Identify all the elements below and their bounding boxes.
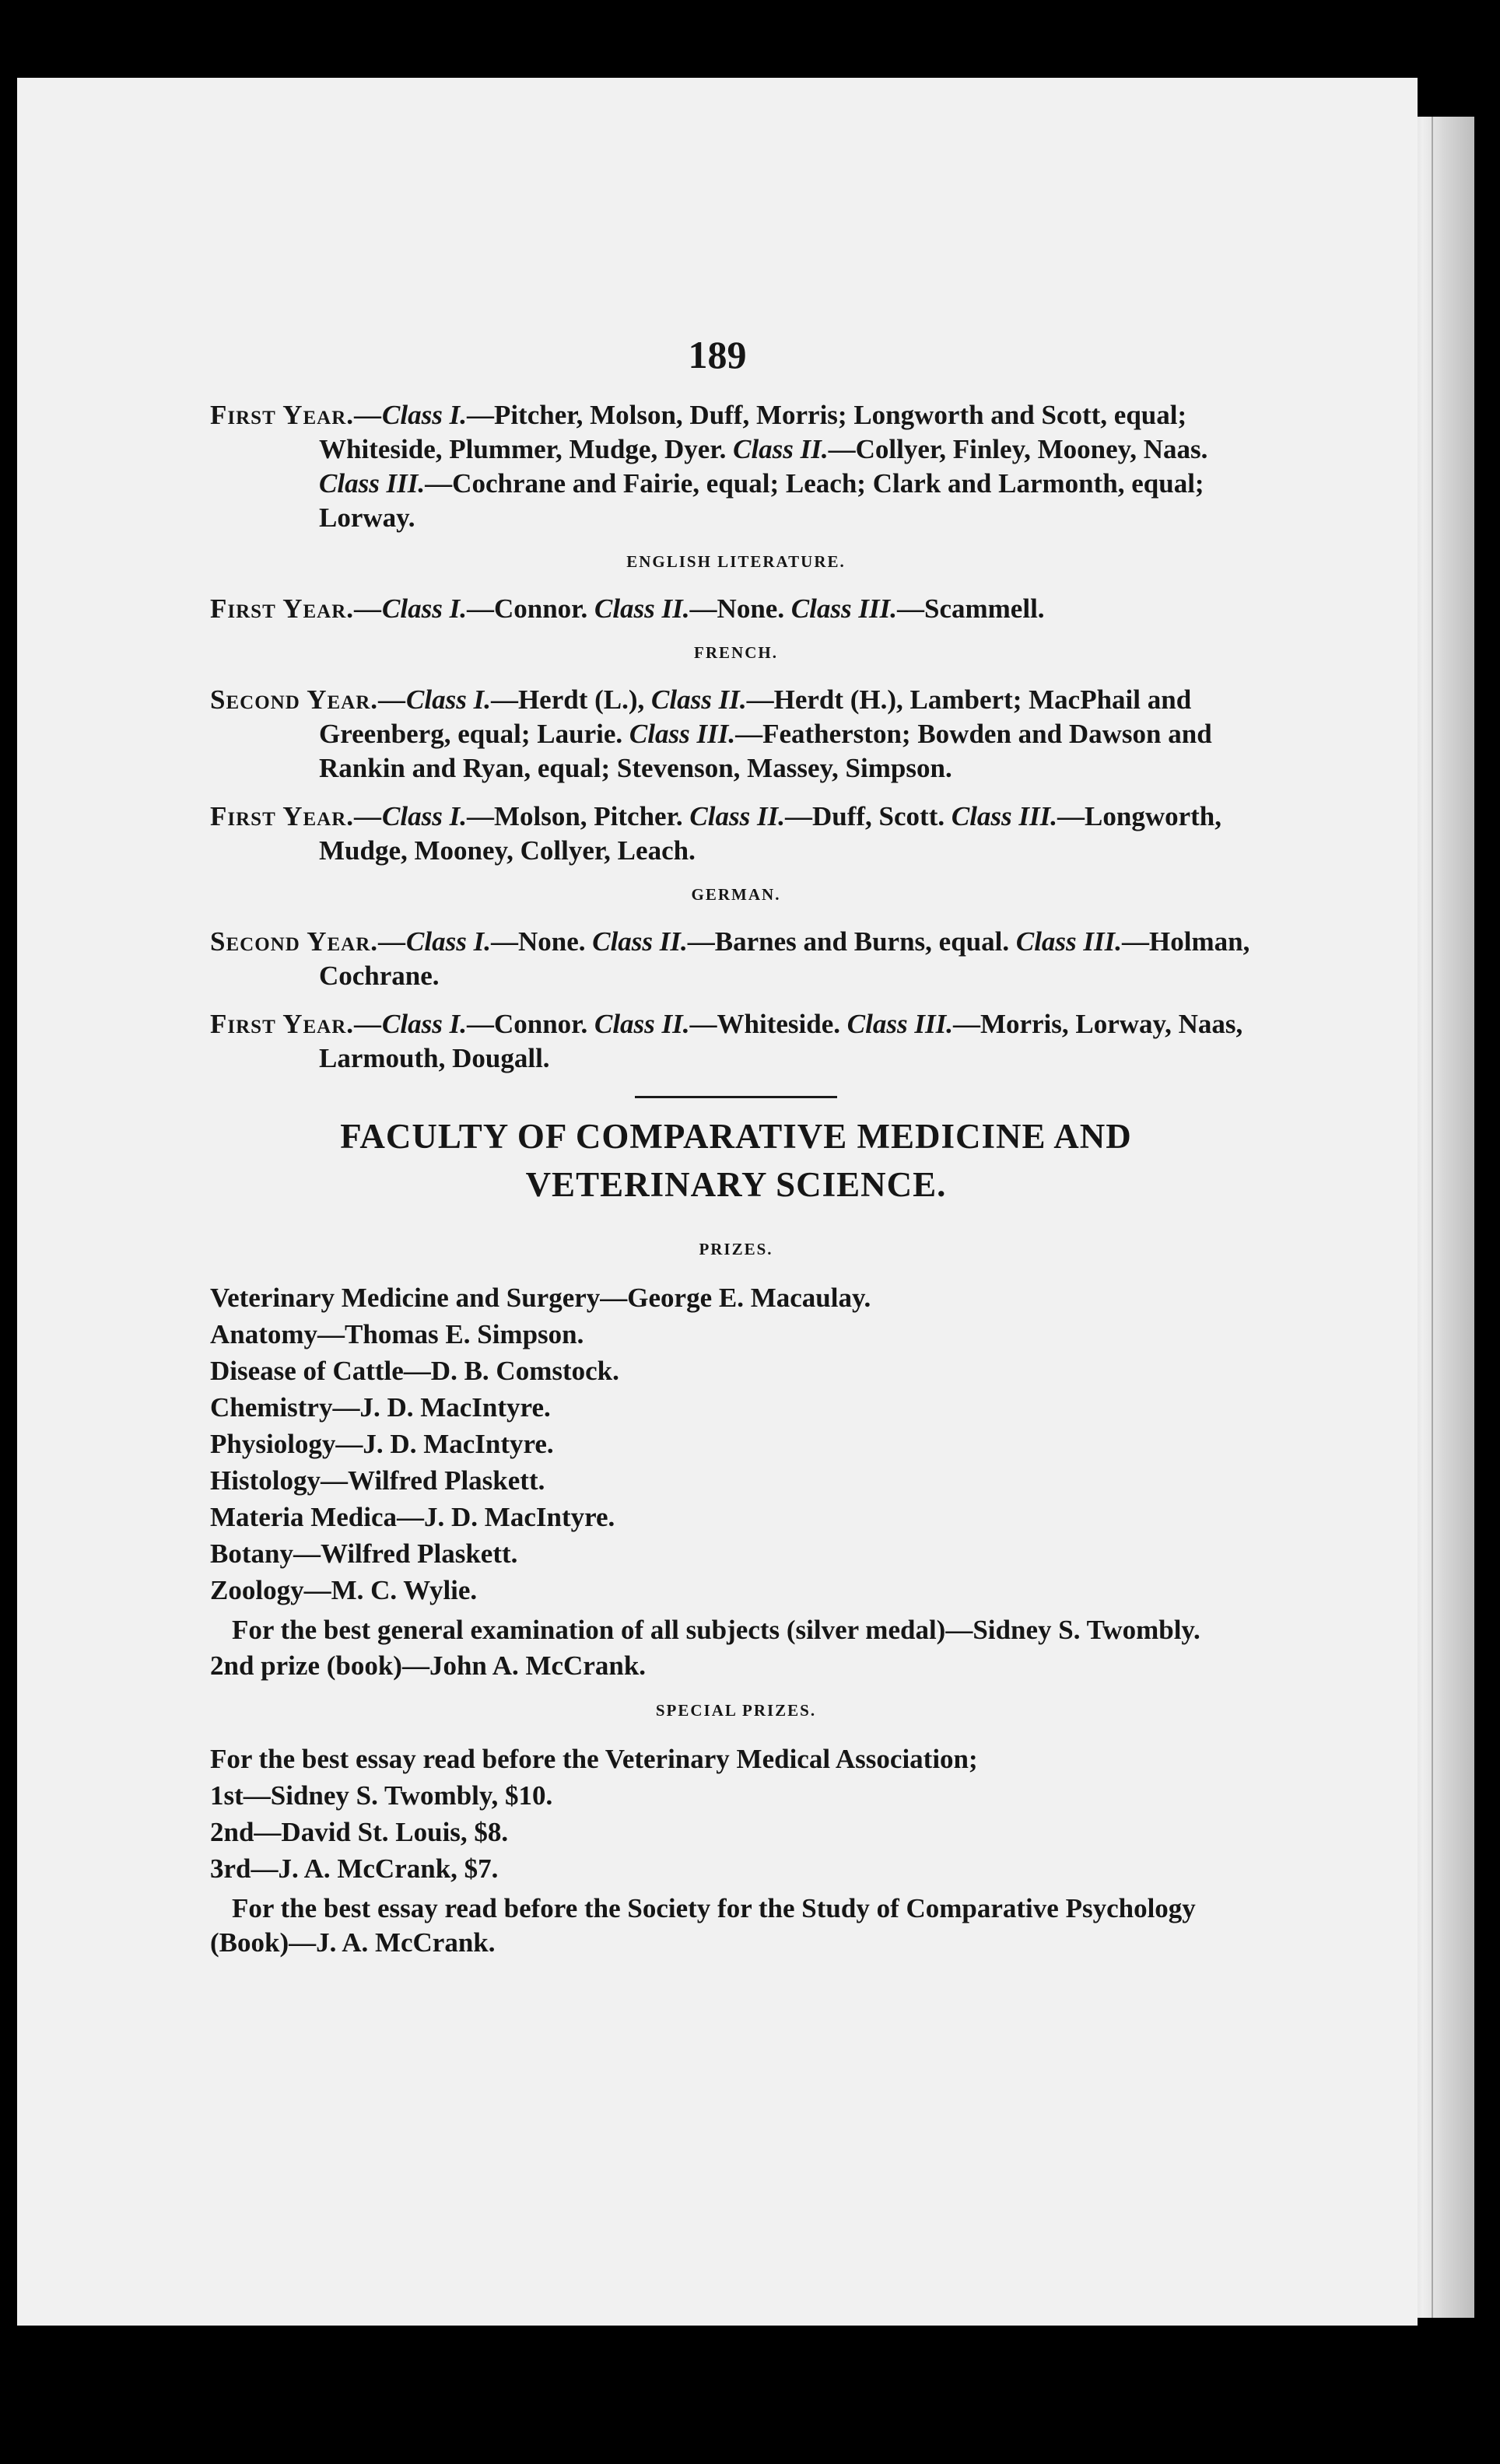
essay-prize-item: 3rd—J. A. McCrank, $7. [210, 1853, 499, 1884]
prize-item: Anatomy—Thomas E. Simpson. [210, 1319, 584, 1349]
class-label: Class I. [406, 684, 491, 715]
class-names: —Whiteside. [689, 1009, 847, 1039]
class-label: Class II. [651, 684, 747, 715]
class-list-entry [210, 592, 1262, 626]
class-names: —Morris, Lorway, Naas, Larmouth, Dougall. [319, 1009, 1243, 1073]
faculty-title-line1: FACULTY OF COMPARATIVE MEDICINE AND [340, 1117, 1132, 1156]
class-label: Class II. [733, 434, 829, 464]
class-names: —Cochrane and Fairie, equal; Leach; Clark and Larmonth, equal; Lorway. [319, 468, 1204, 533]
class-label: Class II. [592, 926, 688, 957]
essay-prize-item: 2nd—David St. Louis, $8. [210, 1817, 509, 1847]
class-label: Class I. [406, 926, 491, 957]
class-names: —Duff, Scott. [784, 801, 952, 831]
page-content [210, 398, 1262, 1960]
subject-heading: ENGLISH LITERATURE. [626, 552, 846, 571]
prize-item: Materia Medica—J. D. MacIntyre. [210, 1502, 615, 1532]
class-label: Class III. [846, 1009, 953, 1039]
subject-heading: FRENCH. [694, 643, 778, 662]
second-prize: 2nd prize (book)—John A. McCrank. [210, 1650, 647, 1681]
class-names: —None. [490, 926, 593, 957]
class-list-entry [210, 398, 1262, 535]
prize-item: Veterinary Medicine and Surgery—George E. Macaulay. [210, 1283, 871, 1313]
class-label: Class II. [594, 1009, 690, 1039]
class-lists [210, 398, 1262, 1076]
class-label: Class III. [629, 719, 736, 749]
year-label: First Year.— [210, 801, 383, 831]
class-label: Class III. [319, 468, 426, 499]
class-names: —Collyer, Finley, Mooney, Naas. [828, 434, 1208, 464]
prize-list [210, 1279, 1262, 1608]
prize-item: Botany—Wilfred Plaskett. [210, 1538, 518, 1569]
class-names: —Holman, Cochrane. [319, 926, 1250, 991]
class-label: Class I. [382, 801, 467, 831]
class-label: Class III. [951, 801, 1058, 831]
year-label: Second Year.— [210, 926, 407, 957]
class-label: Class III. [1015, 926, 1123, 957]
class-label: Class I. [382, 593, 467, 624]
faculty-title-line2: VETERINARY SCIENCE. [525, 1165, 947, 1204]
subject-heading: GERMAN. [691, 885, 781, 904]
class-label: Class III. [790, 593, 897, 624]
prize-item: Histology—Wilfred Plaskett. [210, 1465, 545, 1496]
year-label: First Year.— [210, 593, 383, 624]
class-names: —Herdt (L.), [490, 684, 652, 715]
class-list-entry [210, 800, 1262, 868]
year-label: First Year.— [210, 1009, 383, 1039]
class-list-entry [210, 925, 1262, 993]
year-label: Second Year.— [210, 684, 407, 715]
essay-prize-item: 1st—Sidney S. Twombly, $10. [210, 1780, 553, 1811]
section-rule [635, 1096, 837, 1098]
class-names: —Pitcher, Molson, Duff, Morris; Longworth and Scott, equal; Whiteside, Plummer, Mudge, Dyer. [319, 400, 1187, 464]
class-list-entry [210, 683, 1262, 786]
general-exam-prize: For the best general examination of all subjects (silver medal)—Sidney S. Twombly. [232, 1615, 1200, 1645]
special-prizes-heading: SPECIAL PRIZES. [655, 1701, 817, 1720]
class-names: —None. [689, 593, 791, 624]
prize-item: Disease of Cattle—D. B. Comstock. [210, 1356, 619, 1386]
prizes-heading: PRIZES. [699, 1240, 773, 1258]
class-names: —Longworth, Mudge, Mooney, Collyer, Leach. [319, 801, 1222, 866]
year-label: First Year.— [210, 400, 383, 430]
class-names: —Scammell. [897, 593, 1045, 624]
class-names: —Connor. [466, 1009, 594, 1039]
faculty-title [210, 1112, 1262, 1209]
class-names: —Featherston; Bowden and Dawson and Rankin and Ryan, equal; Stevenson, Massey, Simpson. [319, 719, 1212, 783]
class-names: —Molson, Pitcher. [466, 801, 690, 831]
class-names: —Barnes and Burns, equal. [687, 926, 1016, 957]
prize-item: Chemistry—J. D. MacIntyre. [210, 1392, 551, 1423]
book-page [17, 78, 1418, 2326]
class-label: Class I. [382, 400, 467, 430]
class-names: —Herdt (H.), Lambert; MacPhail and Greenberg, equal; Laurie. [319, 684, 1192, 749]
class-label: Class I. [382, 1009, 467, 1039]
class-label: Class II. [689, 801, 785, 831]
class-label: Class II. [594, 593, 690, 624]
psychology-essay-prize: For the best essay read before the Society for the Study of Comparative Psychology (Book)—J. A. McCrank. [210, 1893, 1196, 1958]
essay-prize-list [210, 1777, 1262, 1887]
class-list-entry [210, 1007, 1262, 1076]
page-number: 189 [688, 333, 747, 376]
prize-item: Physiology—J. D. MacIntyre. [210, 1429, 554, 1459]
prize-item: Zoology—M. C. Wylie. [210, 1575, 478, 1605]
class-names: —Connor. [466, 593, 594, 624]
essay-intro: For the best essay read before the Veterinary Medical Association; [210, 1744, 978, 1774]
